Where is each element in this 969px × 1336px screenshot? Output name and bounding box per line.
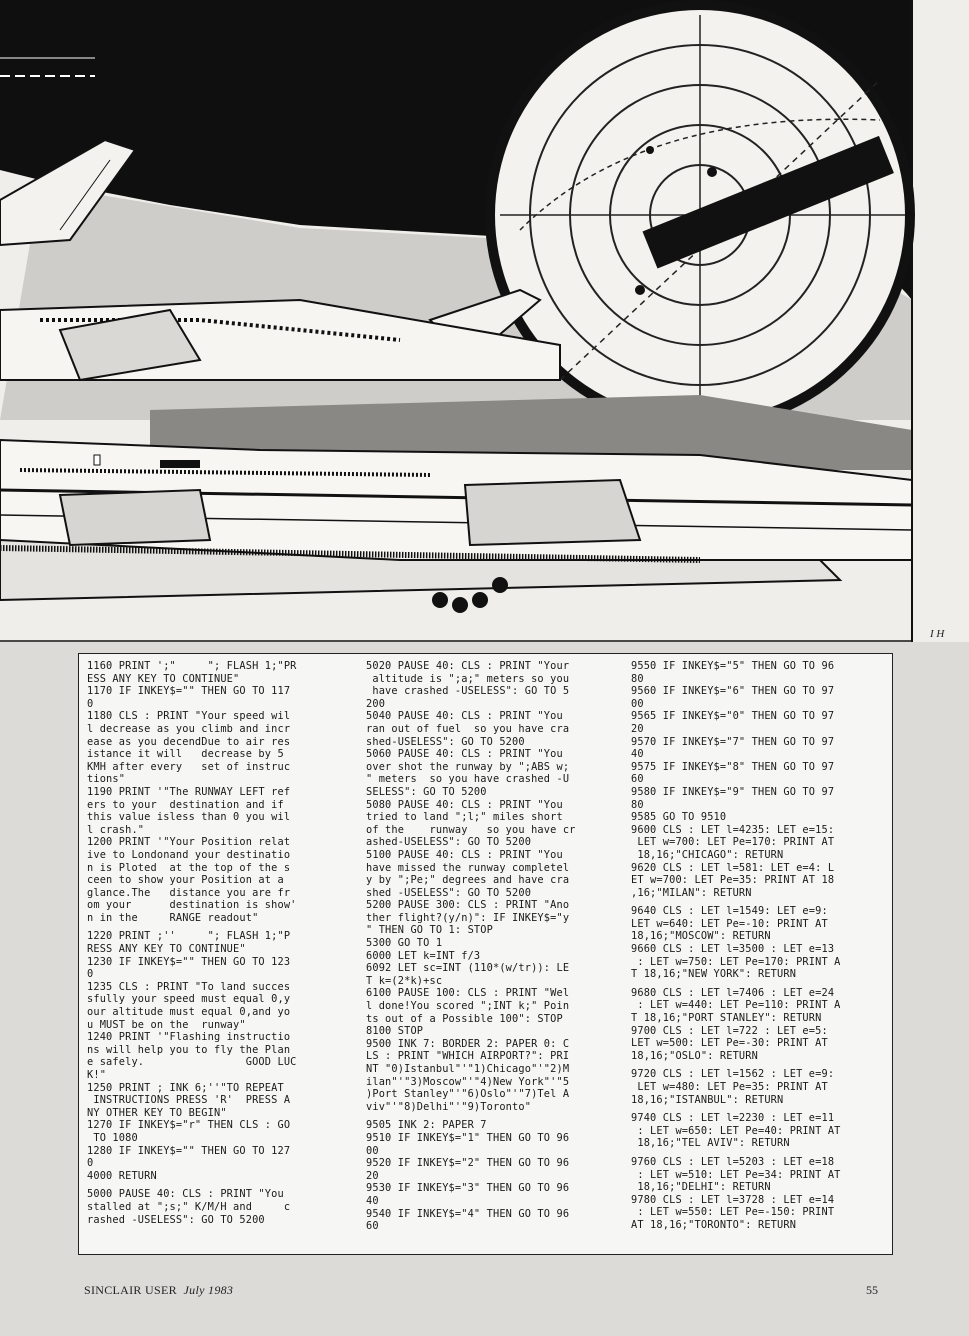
code-line: " THEN GO TO 1: STOP [366, 924, 493, 937]
issue-date: July 1983 [183, 1283, 234, 1297]
code-line: T 18,16;"PORT STANLEY": RETURN [631, 1012, 822, 1025]
code-line: 8100 STOP [366, 1025, 424, 1038]
code-line: ESS ANY KEY TO CONTINUE" [87, 672, 240, 685]
code-line: y by ";Pe;" degrees and have cra [366, 874, 570, 887]
code-line: 9505 INK 2: PAPER 7 [366, 1119, 487, 1132]
listing-column-2 [366, 660, 576, 1233]
code-line: 18,16;"MOSCOW": RETURN [631, 930, 771, 943]
code-line: NY OTHER KEY TO BEGIN" [87, 1106, 227, 1119]
code-line: LET w=700: LET Pe=170: PRINT AT [631, 836, 835, 849]
code-line: 00 [631, 697, 644, 710]
code-line: 1230 IF INKEY$="" THEN GO TO 123 [87, 955, 291, 968]
artist-signature: I H [930, 628, 945, 640]
code-line: 9640 CLS : LET l=1549: LET e=9: [631, 905, 828, 918]
code-line: 200 [366, 697, 386, 710]
code-line: 1180 CLS : PRINT "Your speed wil [87, 710, 291, 723]
code-line: 9660 CLS : LET l=3500 : LET e=13 [631, 943, 835, 956]
code-line: KMH after every set of instruc [87, 760, 291, 773]
code-line: LET w=480: LET Pe=35: PRINT AT [631, 1081, 828, 1093]
code-line: 5000 PAUSE 40: CLS : PRINT "You [87, 1188, 284, 1201]
code-line: u MUST be on the runway" [87, 1018, 246, 1031]
code-line: 6000 LET k=INT f/3 [366, 949, 481, 962]
code-line: 40 [631, 748, 644, 761]
code-line: 1160 PRINT ';" "; FLASH 1;"PR [87, 660, 297, 672]
code-line: 9680 CLS : LET l=7406 : LET e=24 [631, 986, 835, 999]
code-line: 18,16;"DELHI": RETURN [631, 1181, 771, 1194]
code-line: TO 1080 [87, 1131, 138, 1144]
code-line: 1190 PRINT '"The RUNWAY LEFT ref [87, 785, 291, 798]
code-line: 9530 IF INKEY$="3" THEN GO TO 96 [366, 1182, 570, 1195]
code-line: 9600 CLS : LET l=4235: LET e=15: [631, 823, 835, 836]
code-line: 40 [366, 1194, 379, 1207]
code-line: 5040 PAUSE 40: CLS : PRINT "You [366, 710, 563, 723]
listing-column-3 [631, 660, 841, 1232]
code-line: ers to your destination and if [87, 798, 284, 811]
code-line: 9580 IF INKEY$="9" THEN GO TO 97 [631, 785, 835, 798]
code-line: 9780 CLS : LET l=3728 : LET e=14 [631, 1193, 835, 1206]
code-line: ease as you decendDue to air res [87, 735, 291, 748]
code-line: LET w=500: LET Pe=-30: PRINT AT [631, 1037, 828, 1050]
code-line: 5300 GO TO 1 [366, 937, 443, 950]
code-line: 9550 IF INKEY$="5" THEN GO TO 96 [631, 660, 835, 672]
code-line: 9575 IF INKEY$="8" THEN GO TO 97 [631, 760, 835, 773]
code-line: ns will help you to fly the Plan [87, 1043, 291, 1056]
publication-name: SINCLAIR USER [84, 1283, 177, 1297]
code-line: K!" [87, 1069, 107, 1081]
code-line: 80 [631, 672, 644, 685]
code-line: 1280 IF INKEY$="" THEN GO TO 127 [87, 1144, 291, 1157]
code-line: NT "0)Istanbul"'"1)Chicago"'"2)M [366, 1063, 570, 1075]
code-line: ,16;"MILAN": RETURN [631, 886, 752, 899]
code-line: 1200 PRINT '"Your Position relat [87, 836, 291, 849]
code-line: 18,16;"OSLO": RETURN [631, 1049, 758, 1062]
code-line: ive to Londonand your destinatio [87, 848, 291, 861]
code-line: tions" [87, 773, 126, 786]
code-line: om your destination is show' [87, 899, 297, 912]
code-line: 0 [87, 1157, 94, 1170]
code-line: over shot the runway by ";ABS w; [366, 760, 570, 773]
code-line: 00 [366, 1144, 379, 1157]
code-line: 0 [87, 697, 94, 710]
code-line: our altitude must equal 0,and yo [87, 1006, 291, 1019]
code-line: 9620 CLS : LET l=581: LET e=4: L [631, 861, 835, 874]
page-number: 55 [866, 1283, 878, 1297]
code-line: istance it will decrease by 5 [87, 748, 284, 761]
code-line: T k=(2*k)+sc [366, 974, 443, 987]
program-listing [78, 653, 893, 1255]
code-line: 9540 IF INKEY$="4" THEN GO TO 96 [366, 1207, 570, 1220]
code-line: INSTRUCTIONS PRESS 'R' PRESS A [87, 1094, 291, 1107]
code-line: l decrease as you climb and incr [87, 722, 291, 735]
code-line: stalled at ";s;" K/M/H and c [87, 1200, 291, 1213]
code-line: l crash." [87, 823, 145, 836]
code-line: shed -USELESS": GO TO 5200 [366, 886, 532, 899]
code-line: this value isless than 0 you wil [87, 811, 291, 824]
code-line: 9720 CLS : LET l=1562 : LET e=9: [631, 1068, 835, 1081]
code-line: 5100 PAUSE 40: CLS : PRINT "You [366, 848, 563, 861]
code-line: T 18,16;"NEW YORK": RETURN [631, 968, 797, 981]
code-line: 9570 IF INKEY$="7" THEN GO TO 97 [631, 735, 835, 748]
code-line: " meters so you have crashed -U [366, 773, 570, 786]
code-line: viv"'"8)Delhi"'"9)Toronto" [366, 1100, 532, 1113]
airliner-and-radar-illustration-icon [0, 0, 969, 642]
code-line: 1220 PRINT ;'' "; FLASH 1;"P [87, 930, 291, 943]
code-line: ET w=700: LET Pe=35: PRINT AT 18 [631, 874, 835, 887]
code-line: SELESS": GO TO 5200 [366, 785, 487, 798]
code-line: 9520 IF INKEY$="2" THEN GO TO 96 [366, 1157, 570, 1170]
code-line: 5200 PAUSE 300: CLS : PRINT "Ano [366, 899, 570, 912]
code-line: have missed the runway completel [366, 861, 570, 874]
code-line: shed-USELESS": GO TO 5200 [366, 735, 525, 748]
code-line: LET w=640: LET Pe=-10: PRINT AT [631, 917, 828, 930]
code-line: : LET w=650: LET Pe=40: PRINT AT [631, 1124, 841, 1137]
listing-column-1 [87, 660, 297, 1226]
code-line: 9740 CLS : LET l=2230 : LET e=11 [631, 1112, 835, 1125]
code-line: rashed -USELESS": GO TO 5200 [87, 1213, 265, 1226]
code-line: altitude is ";a;" meters so you [366, 672, 570, 685]
code-line: n is Ploted at the top of the s [87, 861, 291, 874]
code-line: 6100 PAUSE 100: CLS : PRINT "Wel [366, 987, 570, 1000]
code-line: 4000 RETURN [87, 1169, 157, 1182]
code-line: : LET w=440: LET Pe=110: PRINT A [631, 999, 841, 1012]
code-line: have crashed -USELESS": GO TO 5 [366, 685, 570, 698]
code-line: 18,16;"TEL AVIV": RETURN [631, 1137, 790, 1150]
code-line: 9700 CLS : LET l=722 : LET e=5: [631, 1024, 828, 1037]
code-line: : LET w=550: LET Pe=-150: PRINT [631, 1206, 835, 1219]
publication-footer [84, 1283, 233, 1298]
code-line: : LET w=750: LET Pe=170: PRINT A [631, 955, 841, 968]
code-line: 20 [366, 1169, 379, 1182]
code-line: )Port Stanley"'"6)Oslo"'"7)Tel A [366, 1088, 570, 1101]
code-line: 18,16;"CHICAGO": RETURN [631, 848, 784, 861]
code-line: ts out of a Possible 100": STOP [366, 1012, 563, 1025]
code-line: 5060 PAUSE 40: CLS : PRINT "You [366, 748, 563, 761]
code-line: 1235 CLS : PRINT "To land succes [87, 980, 291, 993]
code-line: ther flight?(y/n)": IF INKEY$="y [366, 911, 570, 924]
code-line: l done!You scored ";INT k;" Poin [366, 1000, 570, 1013]
code-line: 9560 IF INKEY$="6" THEN GO TO 97 [631, 685, 835, 698]
code-line: 1240 PRINT '"Flashing instructio [87, 1031, 291, 1044]
code-line: 0 [87, 968, 94, 981]
code-line: of the runway so you have cr [366, 823, 576, 836]
code-line: 9760 CLS : LET l=5203 : LET e=18 [631, 1155, 835, 1168]
code-line: 1170 IF INKEY$="" THEN GO TO 117 [87, 685, 291, 698]
code-line: ilan"'"3)Moscow"'"4)New York"'"5 [366, 1075, 570, 1088]
code-line: 20 [631, 722, 644, 735]
code-line: 9565 IF INKEY$="0" THEN GO TO 97 [631, 710, 835, 723]
code-line: 5080 PAUSE 40: CLS : PRINT "You [366, 798, 563, 811]
code-line: 6092 LET sc=INT (110*(w/tr)): LE [366, 962, 570, 975]
code-line: AT 18,16;"TORONTO": RETURN [631, 1218, 797, 1231]
code-line: 9510 IF INKEY$="1" THEN GO TO 96 [366, 1131, 570, 1144]
code-line: ran out of fuel so you have cra [366, 722, 570, 735]
code-line: 18,16;"ISTANBUL": RETURN [631, 1093, 784, 1106]
code-line: glance.The distance you are fr [87, 886, 291, 899]
code-line: 9500 INK 7: BORDER 2: PAPER 0: C [366, 1037, 570, 1050]
code-line: 60 [366, 1220, 379, 1233]
code-line: ashed-USELESS": GO TO 5200 [366, 836, 532, 849]
code-line: e safely. GOOD LUC [87, 1056, 297, 1069]
code-line: 1270 IF INKEY$="r" THEN CLS : GO [87, 1119, 291, 1132]
code-line: tried to land ";l;" miles short [366, 811, 563, 824]
code-line: RESS ANY KEY TO CONTINUE" [87, 943, 246, 956]
code-line: LS : PRINT "WHICH AIRPORT?": PRI [366, 1050, 570, 1063]
code-line: n in the RANGE readout" [87, 911, 259, 924]
code-line: 60 [631, 773, 644, 786]
code-line: sfully your speed must equal 0,y [87, 993, 291, 1006]
code-line: : LET w=510: LET Pe=34: PRINT AT [631, 1168, 841, 1181]
code-line: 80 [631, 798, 644, 811]
code-line: 1250 PRINT ; INK 6;''"TO REPEAT [87, 1081, 284, 1094]
code-line: 5020 PAUSE 40: CLS : PRINT "Your [366, 660, 570, 672]
code-line: 9585 GO TO 9510 [631, 811, 727, 824]
code-line: ceen to show your Position at a [87, 874, 284, 887]
